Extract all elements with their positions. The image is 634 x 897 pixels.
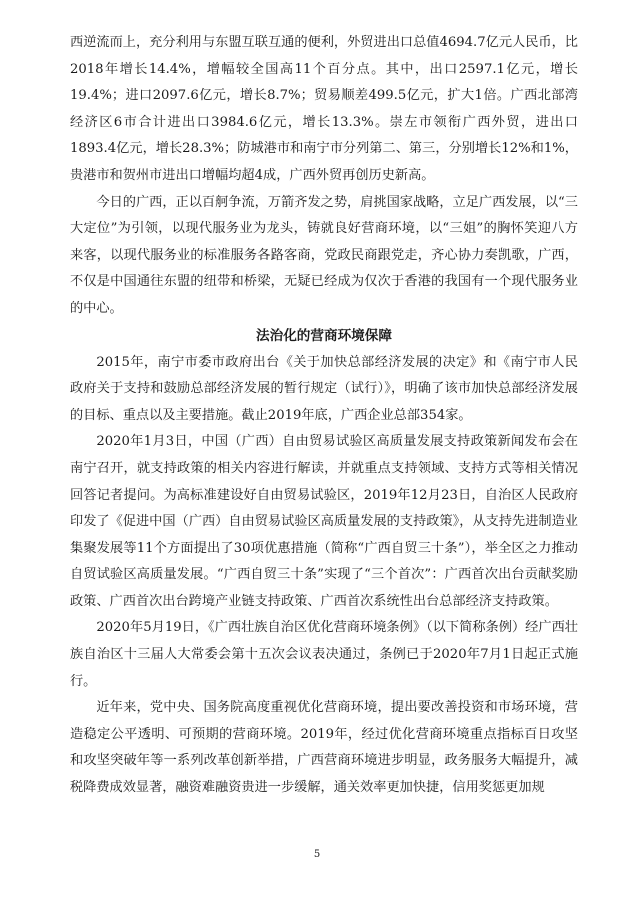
paragraph-2020-ftz-policy: 2020年1月3日，中国（广西）自由贸易试验区高质量发展支持政策新闻发布会在南宁召开，就支持政策的相关内容进行解读，并就重点支持领域、支持方式等相关情况回答记者提问。为高标准建设好自由贸易试验区，2019年12月23日，自治区人民政府印发了《促进中国（广西）自由贸易试验区高质量发展的支持政策》，从支持先进制造业集聚发展等11个方面提出了30项优惠措施（简称“广西自贸三十条”），举全区之力推动自贸试验区高质量发展。“广西自贸三十条”实现了“三个首次”：广西首次出台贡献奖励政策、广西首次出台跨境产业链支持政策、广西首次系统性出台总部经济支持政策。	[70, 434, 578, 609]
page-number: 5	[313, 849, 321, 860]
paragraph-guangxi-today: 今日的广西，正以百舸争流，万箭齐发之势，肩挑国家战略，立足广西发展，以“三大定位”为引领，以现代服务业为龙头，铸就良好营商环境，以“三姐”的胸怀笑迎八方来客，以现代服务业的标准服务各路客商，党政民商跟党走，齐心协力奏凯歌，广西，不仅是中国通往东盟的纽带和桥梁，无疑已经成为仅次于香港的我国有一个现代服务业的中心。	[70, 194, 578, 316]
paragraph-2015-policy: 2015年，南宁市委市政府出台《关于加快总部经济发展的决定》和《南宁市人民政府关于支持和鼓励总部经济发展的暂行规定（试行）》，明确了该市加快总部经济发展的目标、重点以及主要措施。截止2019年底，广西企业总部354家。	[70, 354, 578, 423]
document-body	[70, 30, 578, 802]
paragraph-2020-regulation: 2020年5月19日，《广西壮族自治区优化营商环境条例》（以下简称条例）经广西壮族自治区十三届人大常委会第十五次会议表决通过，条例已于2020年7月1日起正式施行。	[70, 620, 578, 689]
section-heading: 法治化的营商环境保障	[256, 327, 392, 344]
paragraph-trade-stats: 西逆流而上，充分利用与东盟互联互通的便利，外贸进出口总值4694.7亿元人民币，比2018年增长14.4%，增幅较全国高11个百分点。其中，出口2597.1亿元，增长19.4%；进口2097.6亿元，增长8.7%；贸易顺差499.5亿元，扩大1倍。广西北部湾经济区6市合计进出口3984.6亿元，增长13.3%。崇左市领衔广西外贸，进出口1893.4亿元，增长28.3%；防城港市和南宁市分列第二、第三，分别增长12%和1%，贵港市和贺州市进出口增幅均超4成，广西外贸再创历史新高。	[70, 35, 578, 183]
paragraph-business-environment: 近年来，党中央、国务院高度重视优化营商环境，提出要改善投资和市场环境，营造稳定公平透明、可预期的营商环境。2019年，经过优化营商环境重点指标百日攻坚和攻坚突破年等一系列改革创新举措，广西营商环境进步明显，政务服务大幅提升，减税降费成效显著，融资难融资贵进一步缓解，通关效率更加快捷，信用奖惩更加规	[70, 700, 578, 796]
